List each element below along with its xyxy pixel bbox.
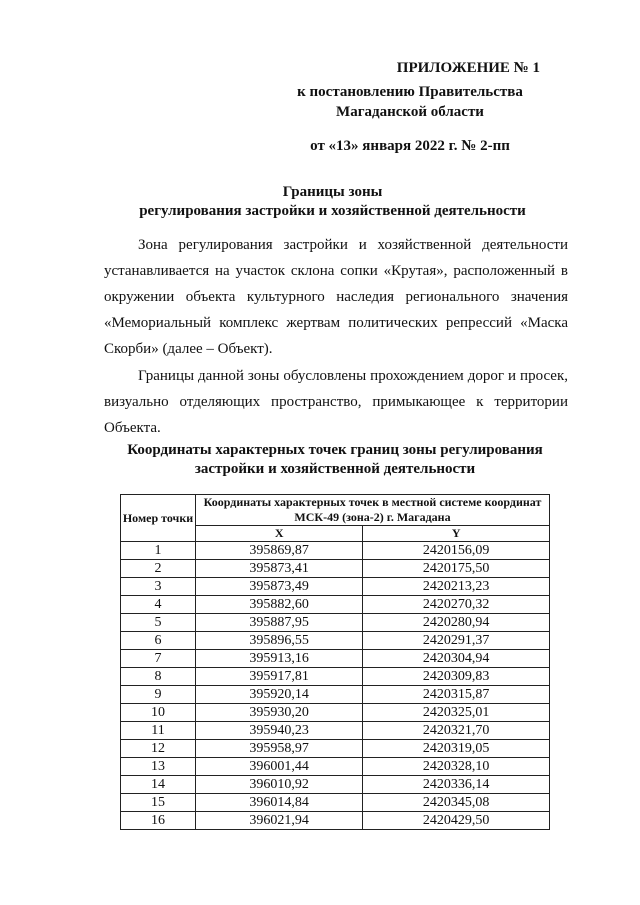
y-coordinate-cell: 2420325,01 bbox=[363, 704, 550, 722]
point-number-cell: 13 bbox=[121, 758, 196, 776]
point-number-cell: 7 bbox=[121, 650, 196, 668]
y-coordinate-cell: 2420270,32 bbox=[363, 596, 550, 614]
y-coordinate-cell: 2420291,37 bbox=[363, 632, 550, 650]
x-coordinate-cell: 395940,23 bbox=[196, 722, 363, 740]
point-number-cell: 12 bbox=[121, 740, 196, 758]
header-point-number: Номер точки bbox=[121, 495, 196, 542]
x-coordinate-cell: 396010,92 bbox=[196, 776, 363, 794]
point-number-cell: 2 bbox=[121, 560, 196, 578]
coordinates-table-body bbox=[121, 542, 550, 830]
appendix-header bbox=[280, 58, 540, 156]
table-row bbox=[121, 776, 550, 794]
table-row bbox=[121, 578, 550, 596]
x-coordinate-cell: 395873,49 bbox=[196, 578, 363, 596]
x-coordinate-cell: 396014,84 bbox=[196, 794, 363, 812]
header-y: Y bbox=[363, 526, 550, 542]
table-title-line-1: Координаты характерных точек границ зоны регулирования bbox=[127, 442, 543, 458]
table-row bbox=[121, 686, 550, 704]
appendix-number: ПРИЛОЖЕНИЕ № 1 bbox=[396, 60, 540, 76]
table-row bbox=[121, 650, 550, 668]
appendix-date: от «13» января 2022 г. № 2-пп bbox=[310, 138, 510, 154]
appendix-line-2: Магаданской области bbox=[336, 104, 484, 120]
x-coordinate-cell: 395917,81 bbox=[196, 668, 363, 686]
table-row bbox=[121, 812, 550, 830]
table-title bbox=[100, 441, 570, 479]
x-coordinate-cell: 395869,87 bbox=[196, 542, 363, 560]
point-number-cell: 8 bbox=[121, 668, 196, 686]
coordinates-table bbox=[120, 494, 550, 830]
table-title-line-2: застройки и хозяйственной деятельности bbox=[194, 461, 476, 477]
point-number-cell: 3 bbox=[121, 578, 196, 596]
table-row bbox=[121, 668, 550, 686]
table-row bbox=[121, 632, 550, 650]
document-title bbox=[60, 183, 605, 221]
y-coordinate-cell: 2420156,09 bbox=[363, 542, 550, 560]
point-number-cell: 4 bbox=[121, 596, 196, 614]
table-row bbox=[121, 704, 550, 722]
point-number-cell: 16 bbox=[121, 812, 196, 830]
paragraph-zone-boundaries: Границы данной зоны обусловлены прохождением дорог и просек, визуально отделяющих пространство, примыкающее к территории Объекта. bbox=[104, 368, 568, 436]
point-number-cell: 9 bbox=[121, 686, 196, 704]
y-coordinate-cell: 2420213,23 bbox=[363, 578, 550, 596]
y-coordinate-cell: 2420175,50 bbox=[363, 560, 550, 578]
y-coordinate-cell: 2420336,14 bbox=[363, 776, 550, 794]
document-title-line-1: Границы зоны bbox=[282, 184, 383, 200]
y-coordinate-cell: 2420321,70 bbox=[363, 722, 550, 740]
header-coordinates: Координаты характерных точек в местной системе координат МСК-49 (зона-2) г. Магадана bbox=[196, 495, 550, 526]
x-coordinate-cell: 395930,20 bbox=[196, 704, 363, 722]
point-number-cell: 10 bbox=[121, 704, 196, 722]
table-row bbox=[121, 614, 550, 632]
point-number-cell: 15 bbox=[121, 794, 196, 812]
x-coordinate-cell: 395920,14 bbox=[196, 686, 363, 704]
y-coordinate-cell: 2420304,94 bbox=[363, 650, 550, 668]
x-coordinate-cell: 396001,44 bbox=[196, 758, 363, 776]
y-coordinate-cell: 2420328,10 bbox=[363, 758, 550, 776]
point-number-cell: 5 bbox=[121, 614, 196, 632]
table-row bbox=[121, 560, 550, 578]
y-coordinate-cell: 2420345,08 bbox=[363, 794, 550, 812]
y-coordinate-cell: 2420280,94 bbox=[363, 614, 550, 632]
y-coordinate-cell: 2420319,05 bbox=[363, 740, 550, 758]
x-coordinate-cell: 395958,97 bbox=[196, 740, 363, 758]
paragraph-zone-description: Зона регулирования застройки и хозяйственной деятельности устанавливается на участок склона сопки «Крутая», расположенный в окружении объекта культурного наследия регионального значения «Мемориальный комплекс жертвам политических репрессий «Маска Скорби» (далее – Объект). bbox=[104, 237, 568, 357]
y-coordinate-cell: 2420315,87 bbox=[363, 686, 550, 704]
header-x: X bbox=[196, 526, 363, 542]
y-coordinate-cell: 2420309,83 bbox=[363, 668, 550, 686]
x-coordinate-cell: 395887,95 bbox=[196, 614, 363, 632]
table-row bbox=[121, 740, 550, 758]
y-coordinate-cell: 2420429,50 bbox=[363, 812, 550, 830]
table-row bbox=[121, 542, 550, 560]
point-number-cell: 14 bbox=[121, 776, 196, 794]
x-coordinate-cell: 395882,60 bbox=[196, 596, 363, 614]
table-row bbox=[121, 596, 550, 614]
table-row bbox=[121, 794, 550, 812]
x-coordinate-cell: 396021,94 bbox=[196, 812, 363, 830]
point-number-cell: 1 bbox=[121, 542, 196, 560]
point-number-cell: 11 bbox=[121, 722, 196, 740]
document-title-line-2: регулирования застройки и хозяйственной деятельности bbox=[139, 203, 526, 219]
table-row bbox=[121, 758, 550, 776]
appendix-line-1: к постановлению Правительства bbox=[297, 84, 523, 100]
x-coordinate-cell: 395913,16 bbox=[196, 650, 363, 668]
table-row bbox=[121, 722, 550, 740]
point-number-cell: 6 bbox=[121, 632, 196, 650]
x-coordinate-cell: 395896,55 bbox=[196, 632, 363, 650]
x-coordinate-cell: 395873,41 bbox=[196, 560, 363, 578]
